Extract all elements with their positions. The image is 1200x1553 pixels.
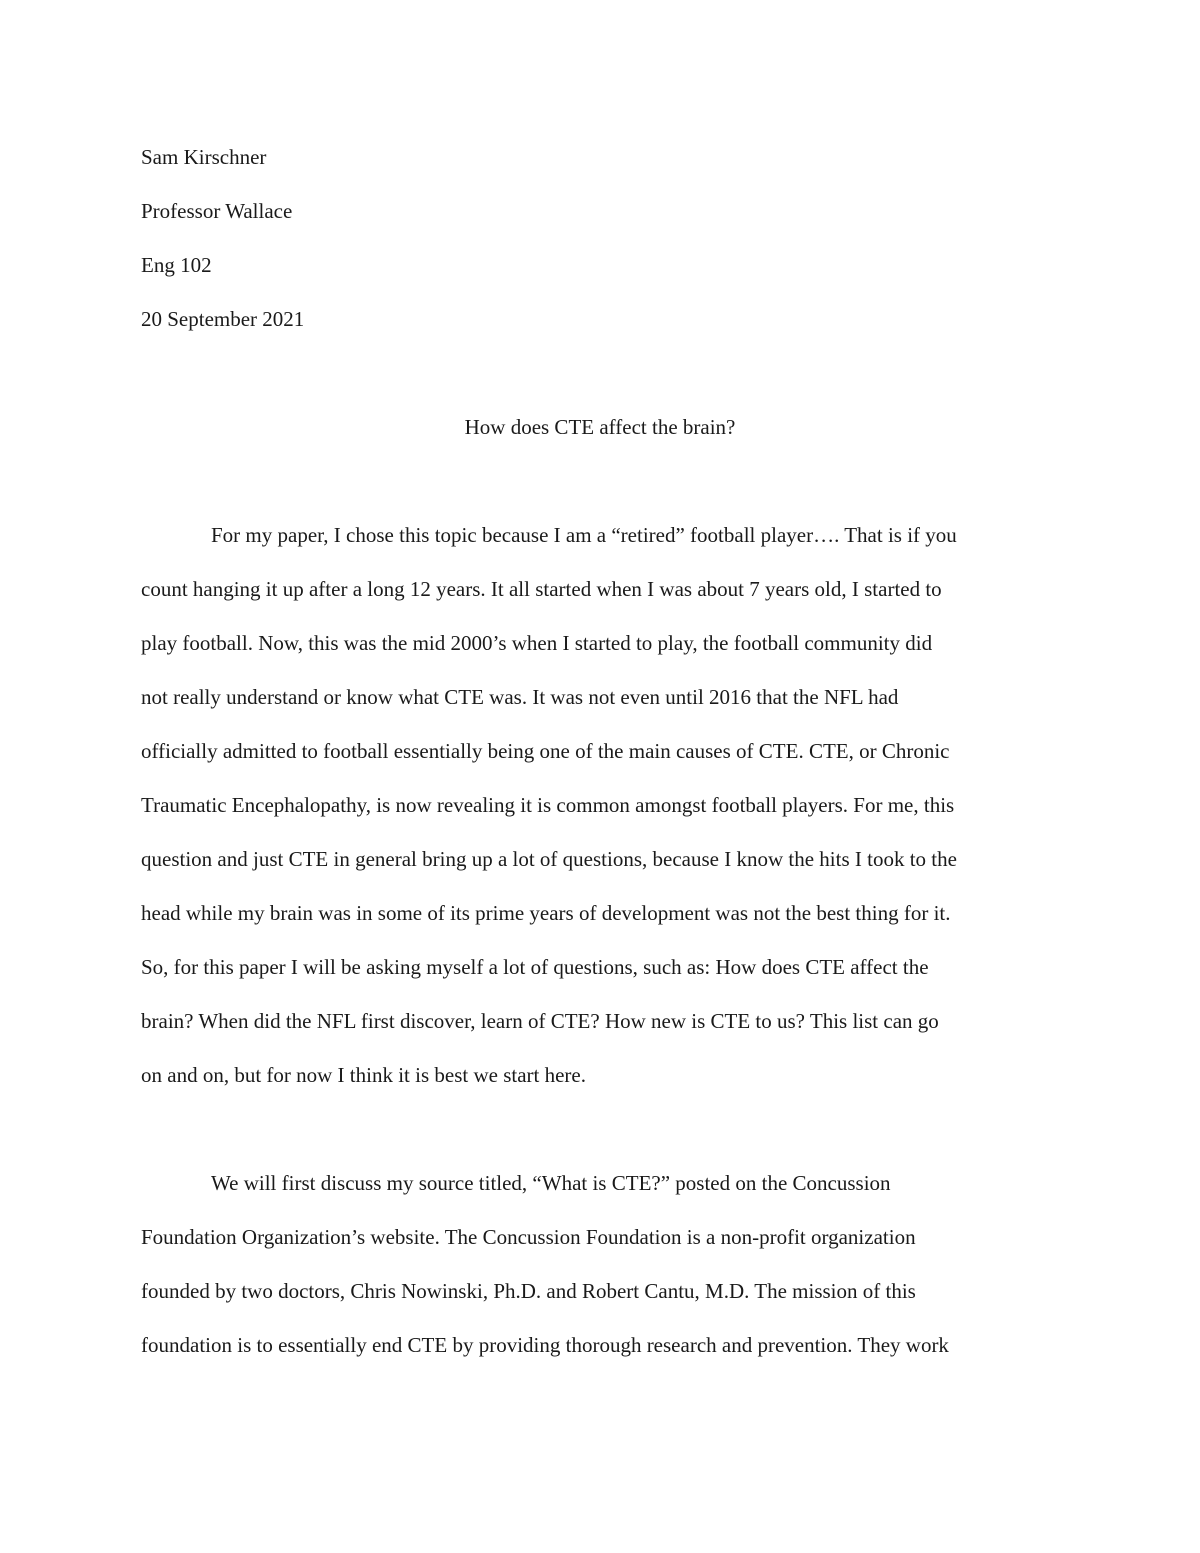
- paragraph-line: on and on, but for now I think it is best we start here.: [141, 1063, 586, 1087]
- paragraph-line: officially admitted to football essentially being one of the main causes of CTE. CTE, or Chronic: [141, 739, 950, 763]
- author-name: Sam Kirschner: [141, 145, 267, 169]
- paragraph-1: [141, 508, 1059, 1102]
- paragraph-2: [141, 1156, 1059, 1372]
- paragraph-line: For my paper, I chose this topic because I am a “retired” football player…. That is if you: [211, 523, 957, 547]
- paragraph-line: question and just CTE in general bring up a lot of questions, because I know the hits I took to the: [141, 847, 957, 871]
- paragraph-line: not really understand or know what CTE was. It was not even until 2016 that the NFL had: [141, 685, 899, 709]
- course-name: Eng 102: [141, 253, 212, 277]
- paragraph-line: foundation is to essentially end CTE by providing thorough research and prevention. They work: [141, 1333, 949, 1357]
- document-body: [141, 130, 1059, 1372]
- paragraph-line: Foundation Organization’s website. The Concussion Foundation is a non-profit organization: [141, 1225, 916, 1249]
- paragraph-line: So, for this paper I will be asking myself a lot of questions, such as: How does CTE affect the: [141, 955, 929, 979]
- paragraph-line: play football. Now, this was the mid 2000’s when I started to play, the football community did: [141, 631, 933, 655]
- paragraph-line: brain? When did the NFL first discover, learn of CTE? How new is CTE to us? This list can go: [141, 1009, 939, 1033]
- instructor-name: Professor Wallace: [141, 199, 293, 223]
- paragraph-line: founded by two doctors, Chris Nowinski, Ph.D. and Robert Cantu, M.D. The mission of this: [141, 1279, 916, 1303]
- paper-title: How does CTE affect the brain?: [464, 415, 736, 439]
- paper-date: 20 September 2021: [141, 307, 305, 331]
- paragraph-line: We will first discuss my source titled, “What is CTE?” posted on the Concussion: [211, 1171, 891, 1195]
- paragraph-line: count hanging it up after a long 12 years. It all started when I was about 7 years old, I started to: [141, 577, 942, 601]
- paragraph-line: Traumatic Encephalopathy, is now revealing it is common amongst football players. For me, this: [141, 793, 955, 817]
- paragraph-line: head while my brain was in some of its prime years of development was not the best thing for it.: [141, 901, 951, 925]
